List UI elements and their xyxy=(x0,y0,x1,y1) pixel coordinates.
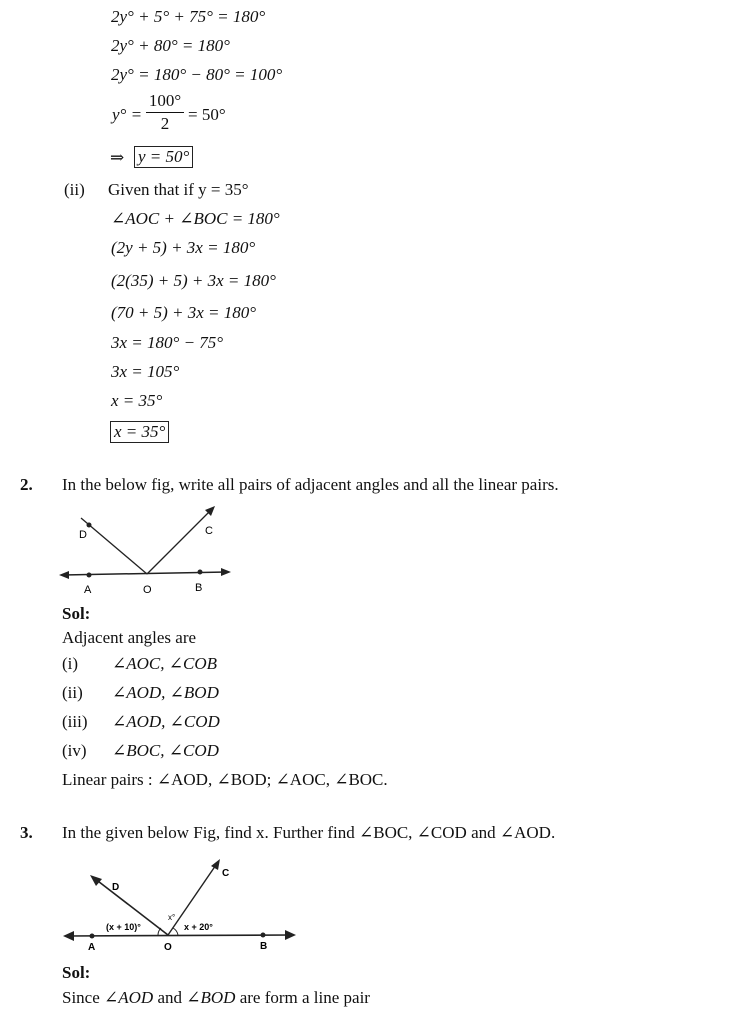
q3-number: 3. xyxy=(20,823,33,842)
fraction xyxy=(146,91,184,134)
q3-text: In the given below Fig, find x. Further find ∠BOC, ∠COD and ∠AOD. xyxy=(62,823,556,842)
arc-right xyxy=(173,928,178,935)
frac-denominator: 2 xyxy=(160,114,170,133)
frac-bar xyxy=(146,112,184,113)
arrow-right xyxy=(221,568,231,576)
part-ii-label: (ii) xyxy=(64,180,85,199)
arrow-right xyxy=(285,930,296,940)
since-prefix: Since xyxy=(62,988,100,1007)
point-D xyxy=(87,523,92,528)
arrow-C xyxy=(211,859,220,870)
pair-4-value: ∠BOC, ∠COD xyxy=(112,741,219,760)
arrow-D xyxy=(90,875,102,886)
given-text: Given that if y = 35° xyxy=(108,180,249,199)
eq-ii-1: ∠AOC + ∠BOC = 180° xyxy=(111,209,280,228)
angle-left-label: (x + 10)° xyxy=(106,922,141,932)
q2-text: In the below fig, write all pairs of adjacent angles and all the linear pairs. xyxy=(62,475,559,494)
since-angle-a: ∠AOD xyxy=(104,988,154,1007)
pair-3-value: ∠AOD, ∠COD xyxy=(112,712,220,731)
point-A xyxy=(87,573,92,578)
label-D: D xyxy=(112,882,120,893)
eq-ii-3: (2(35) + 5) + 3x = 180° xyxy=(111,271,276,290)
pair-1-value: ∠AOC, ∠COB xyxy=(112,654,217,673)
pair-3-label: (iii) xyxy=(62,712,88,731)
boxed-x: x = 35° xyxy=(110,421,169,443)
label-C: C xyxy=(205,525,213,537)
frac-lhs: y° = xyxy=(112,105,143,124)
label-A: A xyxy=(88,942,96,953)
since-suffix: are form a line pair xyxy=(239,988,370,1007)
result-box-y xyxy=(134,146,193,168)
pair-2-label: (ii) xyxy=(62,683,83,702)
line-AB xyxy=(68,935,292,936)
angle-mid-label: x° xyxy=(168,913,176,922)
eq-ii-6: 3x = 105° xyxy=(111,362,180,381)
since-angle-b: ∠BOD xyxy=(186,988,236,1007)
eq-line-3: 2y° = 180° − 80° = 100° xyxy=(111,65,283,84)
linear-pairs: Linear pairs : ∠AOD, ∠BOD; ∠AOC, ∠BOC. xyxy=(62,770,388,789)
label-B: B xyxy=(195,582,203,594)
q3-since-line xyxy=(62,987,370,1009)
pair-2-value: ∠AOD, ∠BOD xyxy=(112,683,219,702)
arrow-left xyxy=(63,931,74,941)
eq-line-2: 2y° + 80° = 180° xyxy=(111,36,230,55)
q2-number: 2. xyxy=(20,475,33,494)
point-A xyxy=(90,934,95,939)
implies-arrow: ⇒ xyxy=(110,148,125,167)
frac-rhs: = 50° xyxy=(188,105,226,124)
eq-line-1: 2y° + 5° + 75° = 180° xyxy=(111,7,266,26)
label-C: C xyxy=(222,868,230,879)
pair-1-label: (i) xyxy=(62,654,79,673)
q3-sol: Sol: xyxy=(62,963,91,982)
eq-ii-4: (70 + 5) + 3x = 180° xyxy=(111,303,257,322)
label-O: O xyxy=(164,942,172,953)
point-B xyxy=(198,570,203,575)
label-A: A xyxy=(84,584,92,596)
arrow-left xyxy=(59,571,69,579)
label-B: B xyxy=(260,941,268,952)
q2-sol: Sol: xyxy=(62,604,91,623)
eq-ii-5: 3x = 180° − 75° xyxy=(111,333,224,352)
since-and: and xyxy=(157,988,183,1007)
point-B xyxy=(261,933,266,938)
arc-left xyxy=(158,928,161,935)
eq-ii-7: x = 35° xyxy=(111,391,163,410)
q3-figure xyxy=(60,856,300,956)
label-O: O xyxy=(143,584,152,596)
frac-numerator: 100° xyxy=(148,91,182,110)
label-D: D xyxy=(79,529,87,541)
q2-figure xyxy=(55,500,235,600)
boxed-y: y = 50° xyxy=(134,146,193,168)
pair-4-label: (iv) xyxy=(62,741,87,760)
eq-ii-2: (2y + 5) + 3x = 180° xyxy=(111,238,256,257)
ray-OC xyxy=(147,508,213,574)
q2-intro: Adjacent angles are xyxy=(62,628,197,647)
result-box-x xyxy=(110,421,169,443)
angle-right-label: x + 20° xyxy=(184,922,213,932)
